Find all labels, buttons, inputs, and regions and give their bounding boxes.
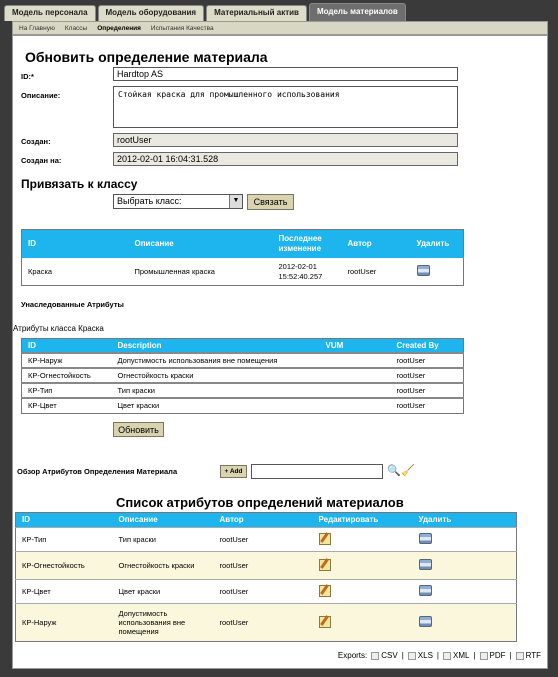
attr-cell-id: КР-Цвет [16,580,113,604]
attr-col-id: ID [16,513,113,528]
xml-icon [443,652,451,660]
delete-icon[interactable] [419,616,432,627]
attr-cell-author: rootUser [214,604,313,642]
chevron-down-icon: ▼ [229,195,242,208]
page-title: Обновить определение материала [25,49,268,65]
export-csv[interactable] [371,651,397,660]
attr-cell-edit [313,552,413,580]
inh-cell-by: rootUser [391,383,464,398]
id-label: ID:* [21,72,34,81]
attr-list-title: Список атрибутов определений материалов [116,495,404,510]
inh-cell-by: rootUser [391,368,464,383]
inh-cell-id: КР-Тип [22,383,112,398]
xls-icon [408,652,416,660]
main-panel [12,35,548,669]
export-rtf-label: RTF [525,651,541,660]
inh-cell-desc: Цвет краски [112,398,320,413]
inh-col-desc: Description [112,339,320,354]
class-cell-id: Краска [22,258,129,286]
rtf-icon [516,652,524,660]
export-xml[interactable] [443,651,469,660]
attr-cell-edit [313,528,413,552]
inherited-class-label: Атрибуты класса Краска [13,324,104,333]
attr-list-table [15,512,517,642]
description-label: Описание: [21,91,61,100]
created-at-field: 2012-02-01 16:04:31.528 [113,152,458,166]
tab-material-model[interactable]: Модель материалов [309,3,406,21]
attr-cell-delete [413,552,517,580]
inh-cell-id: КР-Огнестойкость [22,368,112,383]
class-cell-delete [411,258,464,286]
export-xls-label: XLS [417,651,433,660]
subnav-definitions[interactable]: Определения [97,24,141,32]
add-button[interactable]: + Add [220,465,247,478]
exports-label: Exports: [337,651,368,660]
browse-label: Обзор Атрибутов Определения Материала [17,467,178,476]
attr-cell-desc: Тип краски [113,528,214,552]
inh-cell-id: КР-Цвет [22,398,112,413]
export-xml-label: XML [452,651,470,660]
edit-icon[interactable] [319,616,331,628]
inh-cell-by: rootUser [391,353,464,368]
attr-cell-delete [413,604,517,642]
attr-cell-edit [313,604,413,642]
attr-cell-desc: Цвет краски [113,580,214,604]
export-pdf-label: PDF [489,651,506,660]
table-row [22,383,464,398]
csv-icon [371,652,379,660]
edit-icon[interactable] [319,533,331,545]
attr-col-edit: Редактировать [313,513,413,528]
created-by-field: rootUser [113,133,458,147]
class-select-value: Выбрать класс: [117,196,182,206]
inh-cell-vum [320,353,391,368]
attr-col-delete: Удалить [413,513,517,528]
inh-cell-desc: Тип краски [112,383,320,398]
broom-icon[interactable]: 🧹 [401,465,415,477]
export-xls[interactable] [408,651,433,660]
tab-material-asset[interactable]: Материальный актив [206,5,307,21]
pdf-icon [480,652,488,660]
class-col-desc: Описание [129,230,273,258]
inherited-title: Унаследованные Атрибуты [21,300,124,309]
bind-button[interactable]: Связать [247,194,294,210]
attr-cell-id: КР-Тип [16,528,113,552]
inh-cell-vum [320,398,391,413]
class-col-author: Автор [342,230,411,258]
class-table [21,229,464,286]
attr-cell-edit [313,580,413,604]
delete-icon[interactable] [419,533,432,544]
browse-input[interactable] [251,464,383,479]
table-row [22,258,464,286]
attr-col-author: Автор [214,513,313,528]
created-at-label: Создан на: [21,156,62,165]
inherited-table [21,338,464,414]
inh-cell-by: rootUser [391,398,464,413]
subnav-home[interactable]: На Главную [19,24,55,32]
table-row [22,368,464,383]
class-cell-desc: Промышленная краска [129,258,273,286]
table-row [16,580,517,604]
id-field[interactable]: Hardtop AS [113,67,458,81]
tab-personnel-model[interactable]: Модель персонала [4,5,96,21]
attr-cell-delete [413,528,517,552]
subnav-quality-tests[interactable]: Испытания Качества [150,24,214,32]
attr-cell-id: КР-Огнестойкость [16,552,113,580]
export-pdf[interactable] [480,651,506,660]
sub-navigation [12,21,548,35]
table-row [22,353,464,368]
inh-col-created-by: Created By [391,339,464,354]
inh-col-id: ID [22,339,112,354]
attr-cell-id: КР-Наруж [16,604,113,642]
attr-cell-author: rootUser [214,552,313,580]
inh-cell-id: КР-Наруж [22,353,112,368]
update-button[interactable]: Обновить [113,422,164,437]
export-csv-label: CSV [381,651,398,660]
table-row [22,398,464,413]
edit-icon[interactable] [319,585,331,597]
class-cell-modified: 2012-02-01 15:52:40.257 [273,258,342,286]
table-row [16,552,517,580]
inh-cell-desc: Огнестойкость краски [112,368,320,383]
description-field[interactable]: Стойкая краска для промышленного использования [113,86,458,128]
attr-col-desc: Описание [113,513,214,528]
attr-cell-desc: Допустимость использования вне помещения [113,604,214,642]
delete-icon[interactable] [419,585,432,596]
exports-bar: Exports: CSV | XLS | XML | PDF | RTF [337,651,541,660]
class-col-delete: Удалить [411,230,464,258]
edit-icon[interactable] [319,559,331,571]
inh-cell-vum [320,383,391,398]
top-tabs [4,3,406,21]
attr-cell-author: rootUser [214,528,313,552]
tab-equipment-model[interactable]: Модель оборудования [98,5,205,21]
table-row [16,604,517,642]
class-select[interactable] [113,194,243,209]
attr-cell-delete [413,580,517,604]
class-col-id: ID [22,230,129,258]
inh-cell-vum [320,368,391,383]
export-rtf[interactable] [516,651,541,660]
subnav-classes[interactable]: Классы [64,24,88,32]
inh-cell-desc: Допустимость использования вне помещения [112,353,320,368]
delete-icon[interactable] [419,559,432,570]
search-icon[interactable]: 🔍 [387,465,401,477]
attr-cell-desc: Огнестойкость краски [113,552,214,580]
attr-cell-author: rootUser [214,580,313,604]
class-col-modified: Последнее изменение [273,230,342,258]
created-by-label: Создан: [21,137,51,146]
class-cell-author: rootUser [342,258,411,286]
bind-class-title: Привязать к классу [21,177,138,191]
delete-icon[interactable] [417,265,430,276]
inh-col-vum: VUM [320,339,391,354]
table-row [16,528,517,552]
